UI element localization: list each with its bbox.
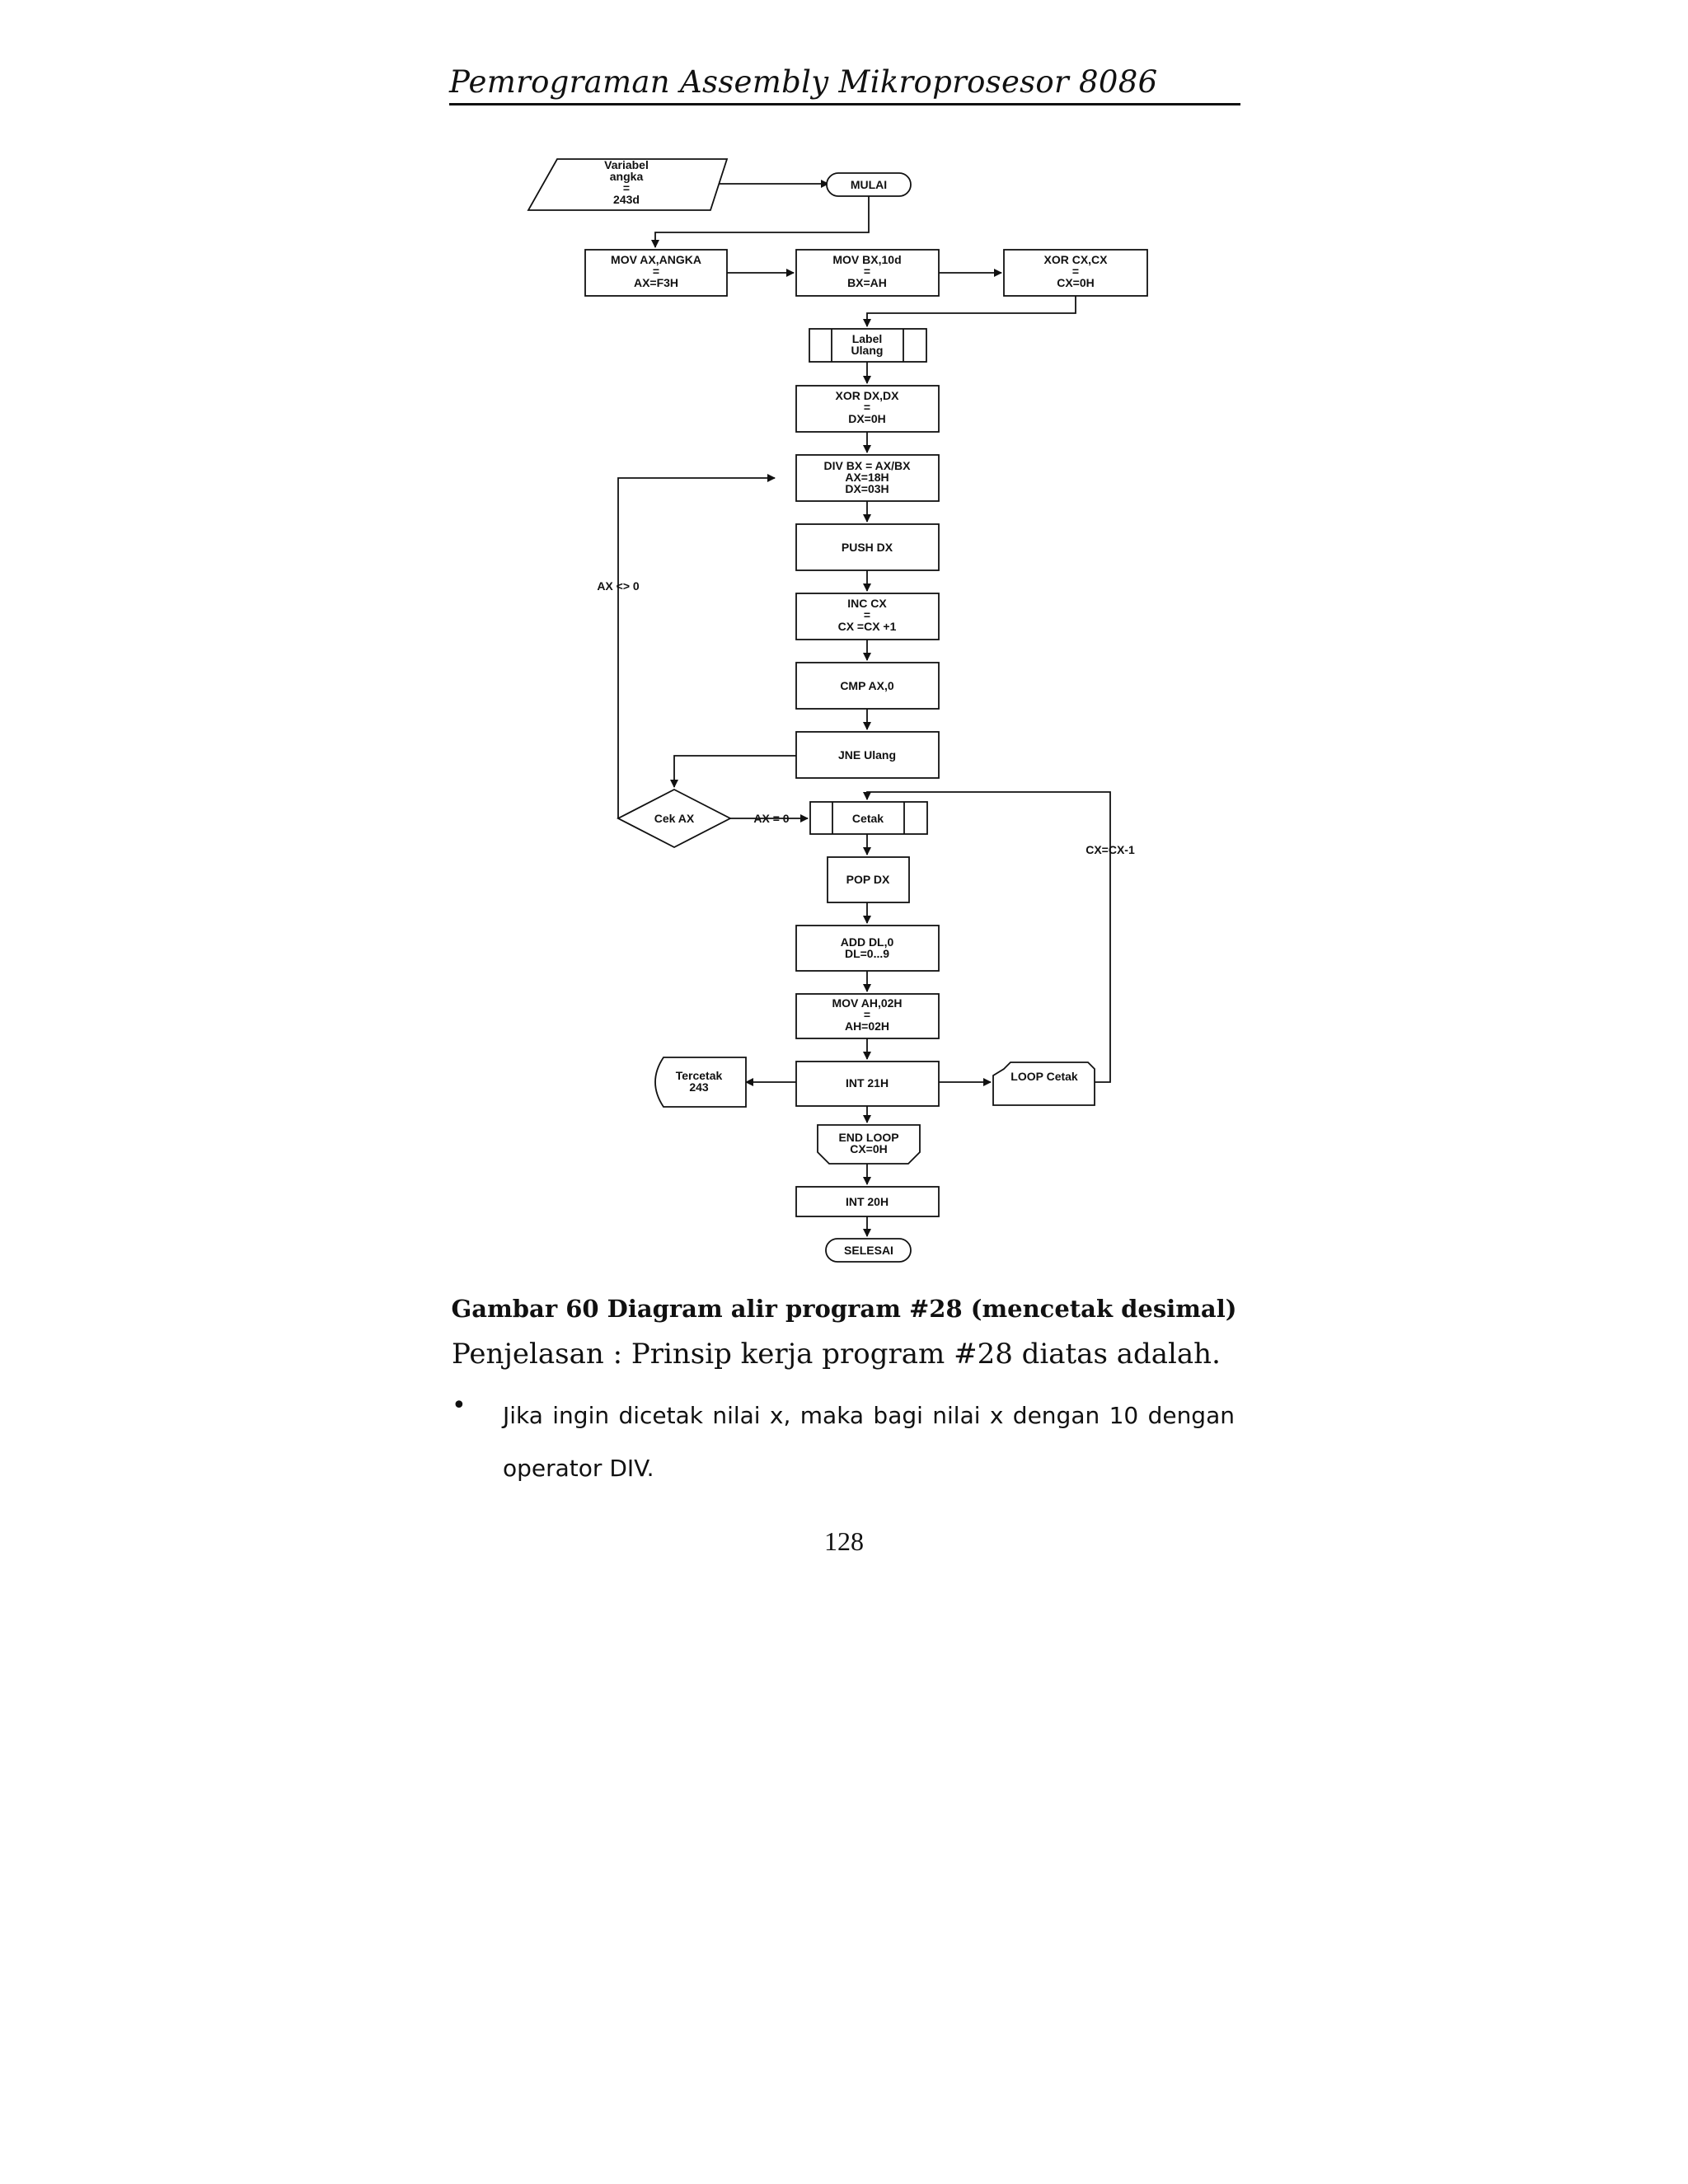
- ax-not-zero-label: AX <> 0: [597, 579, 640, 593]
- mov-ax-line-3: AX=F3H: [633, 276, 679, 289]
- end-loop-line-1: END LOOP: [838, 1131, 899, 1144]
- output-line-2: 243: [689, 1080, 709, 1094]
- add-dl-line-1: ADD DL,0: [840, 935, 894, 949]
- loop-cetak-label: LOOP Cetak: [1010, 1070, 1078, 1083]
- div-bx-line-1: DIV BX = AX/BX: [823, 459, 911, 472]
- input-line-3: =: [622, 181, 631, 194]
- cx-decrement-label: CX=CX-1: [1085, 843, 1135, 856]
- xor-cx-line-2: =: [1071, 265, 1080, 278]
- connector: [618, 478, 775, 818]
- start-label: MULAI: [850, 178, 888, 191]
- input-line-2: angka: [609, 170, 644, 183]
- explanation-paragraph: Penjelasan : Prinsip kerja program #28 diatas adalah.: [452, 1338, 1221, 1371]
- xor-dx-line-3: DX=0H: [848, 412, 886, 425]
- inc-cx-line-3: CX =CX +1: [837, 620, 897, 633]
- mov-ax-line-1: MOV AX,ANGKA: [611, 253, 701, 266]
- push-dx-label: PUSH DX: [841, 541, 893, 554]
- int20-label: INT 20H: [845, 1195, 889, 1208]
- mov-bx-line-1: MOV BX,10d: [832, 253, 902, 266]
- end-label: SELESAI: [844, 1244, 893, 1257]
- xor-dx-line-1: XOR DX,DX: [835, 389, 899, 402]
- inc-cx-line-1: INC CX: [847, 597, 887, 610]
- int21-label: INT 21H: [845, 1076, 889, 1090]
- ax-zero-label: AX = 0: [753, 812, 790, 825]
- bullet-text: Jika ingin dicetak nilai x, maka bagi nilai x dengan 10 dengan operator DIV.: [503, 1402, 1235, 1482]
- div-bx-line-2: AX=18H: [845, 471, 889, 484]
- xor-cx-line-1: XOR CX,CX: [1043, 253, 1108, 266]
- end-loop-line-2: CX=0H: [850, 1142, 888, 1155]
- mov-ax-line-2: =: [652, 265, 660, 278]
- xor-dx-line-2: =: [863, 401, 871, 414]
- label-ulang-line-2: Ulang: [851, 344, 884, 357]
- input-line-4: 243d: [613, 193, 640, 206]
- connector: [674, 756, 796, 787]
- bullet-symbol: •: [452, 1391, 467, 1420]
- jne-ulang-label: JNE Ulang: [837, 748, 897, 762]
- pop-dx-label: POP DX: [846, 873, 890, 886]
- mov-bx-line-3: BX=AH: [847, 276, 887, 289]
- xor-cx-line-3: CX=0H: [1057, 276, 1095, 289]
- cek-ax-label: Cek AX: [654, 812, 695, 825]
- cetak-label: Cetak: [851, 812, 884, 825]
- add-dl-line-2: DL=0...9: [844, 947, 890, 960]
- mov-ah-line-3: AH=02H: [844, 1019, 890, 1033]
- div-bx-line-3: DX=03H: [845, 482, 889, 495]
- input-line-1: Variabel: [604, 158, 649, 171]
- mov-ah-line-2: =: [863, 1008, 871, 1021]
- output-line-1: Tercetak: [675, 1069, 723, 1082]
- label-ulang-line-1: Label: [851, 332, 883, 345]
- page-number: 128: [824, 1526, 864, 1556]
- loop-cetak-limit-box: [993, 1062, 1095, 1105]
- cmp-ax-label: CMP AX,0: [840, 679, 894, 692]
- connector: [867, 295, 1076, 326]
- inc-cx-line-2: =: [863, 608, 871, 621]
- mov-bx-line-2: =: [863, 265, 871, 278]
- figure-caption: Gambar 60 Diagram alir program #28 (mencetak desimal): [451, 1295, 1237, 1323]
- mov-ah-line-1: MOV AH,02H: [832, 996, 903, 1010]
- running-header: Pemrograman Assembly Mikroprosesor 8086: [449, 64, 1158, 100]
